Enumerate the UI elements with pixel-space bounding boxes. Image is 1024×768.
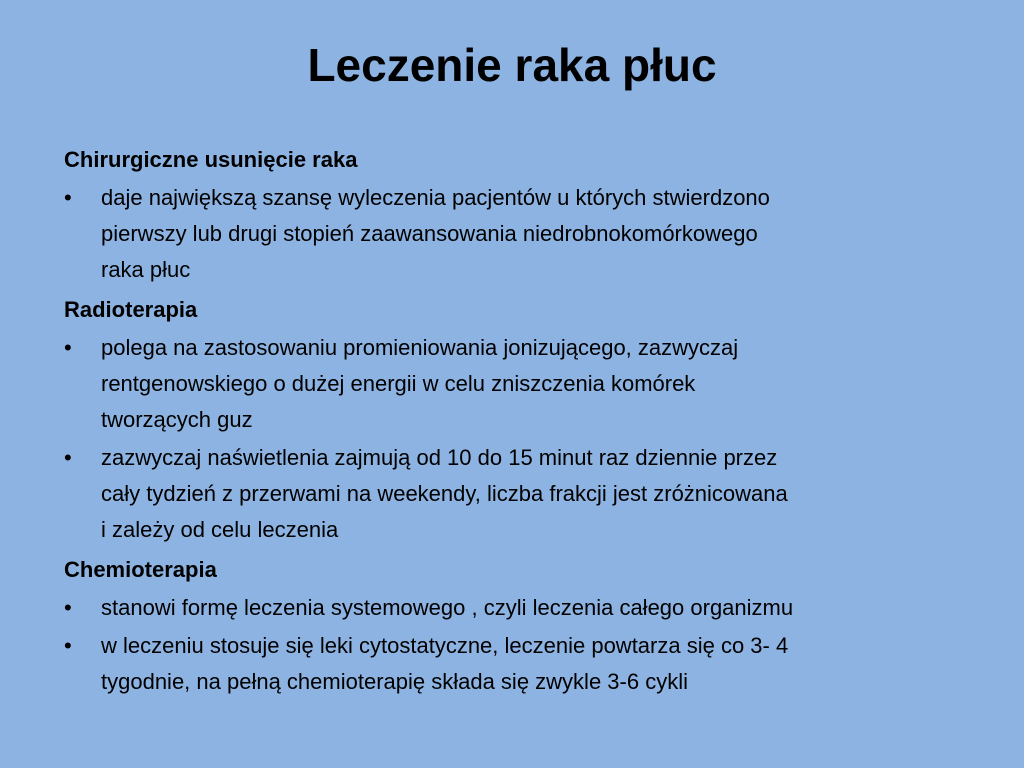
bullet-text: polega na zastosowaniu promieniowania jonizującego, zazwyczaj rentgenowskiego o dużej energii w celu zniszczenia komórek tworzących guz [101, 335, 739, 432]
bullet-text: zazwyczaj naświetlenia zajmują od 10 do 15 minut raz dziennie przez cały tydzień z przerwami na weekendy, liczba frakcji jest zróżnicowana i zależy od celu leczenia [101, 445, 788, 542]
bullet-icon: • [64, 445, 72, 470]
section-heading: Chirurgiczne usunięcie raka [64, 147, 358, 172]
bullet-item [64, 180, 964, 288]
bullet-item [64, 628, 964, 700]
bullet-item [64, 590, 964, 626]
bullet-icon: • [64, 185, 72, 210]
section-surgery [64, 140, 964, 288]
bullet-icon: • [64, 335, 72, 360]
bullet-text: w leczeniu stosuje się leki cytostatyczne, leczenie powtarza się co 3- 4 tygodnie, na pełną chemioterapię składa się zwykle 3-6 cykli [101, 633, 789, 694]
slide-content [64, 140, 964, 702]
bullet-list [64, 180, 964, 288]
slide-title: Leczenie raka płuc [307, 39, 717, 91]
section-heading: Chemioterapia [64, 557, 217, 582]
section-radiotherapy [64, 290, 964, 548]
section-heading: Radioterapia [64, 297, 198, 322]
bullet-text: daje największą szansę wyleczenia pacjentów u których stwierdzono pierwszy lub drugi stopień zaawansowania niedrobnokomórkowego raka płuc [101, 185, 770, 282]
bullet-icon: • [64, 595, 72, 620]
bullet-text: stanowi formę leczenia systemowego , czyli leczenia całego organizmu [101, 595, 794, 620]
section-chemotherapy [64, 550, 964, 700]
bullet-icon: • [64, 633, 72, 658]
bullet-list [64, 590, 964, 700]
bullet-list [64, 330, 964, 548]
bullet-item [64, 330, 964, 438]
bullet-item [64, 440, 964, 548]
